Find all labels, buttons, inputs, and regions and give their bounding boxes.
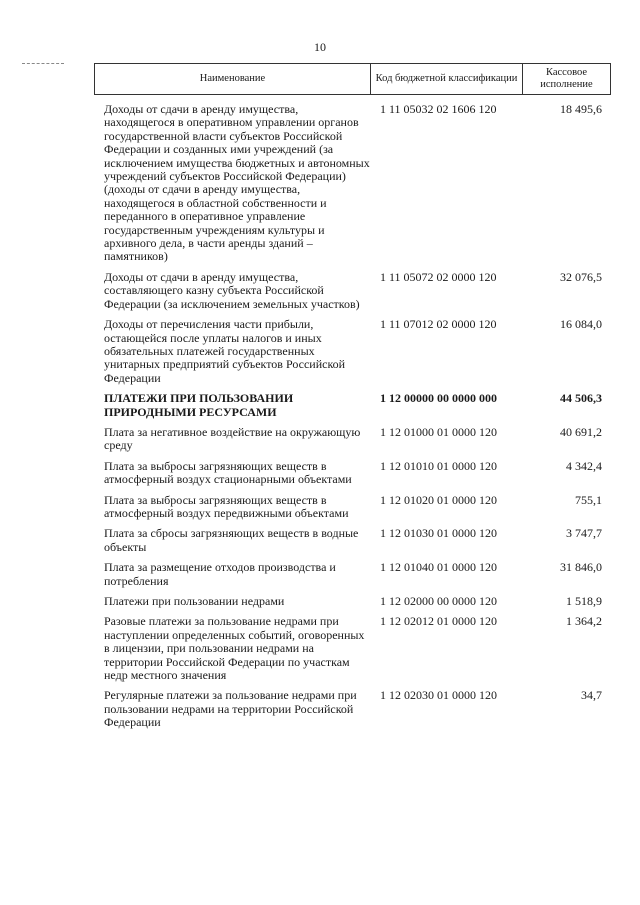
table-row (104, 426, 610, 453)
row-name: Плата за выбросы загрязняющих веществ в атмосферный воздух передвижными объектами (104, 492, 349, 520)
row-code: 1 12 01040 01 0000 120 (380, 560, 497, 575)
table-row (104, 103, 610, 264)
row-code: 1 12 02000 00 0000 120 (380, 594, 497, 608)
row-code: 1 12 01030 01 0000 120 (380, 526, 497, 541)
table-header (94, 63, 611, 95)
row-name: Доходы от перечисления части прибыли, остающейся после уплаты налогов и иных обязательных платежей государственных унитарных предприятий субъектов Российской Федерации (104, 317, 346, 385)
row-code: 1 12 00000 00 0000 000 (380, 391, 497, 406)
row-amount: 4 342,4 (566, 458, 602, 473)
row-code: 1 11 05032 02 1606 120 (380, 102, 497, 116)
row-amount: 31 846,0 (560, 560, 602, 575)
row-code: 1 11 07012 02 0000 120 (380, 317, 497, 332)
row-name: Плата за негативное воздействие на окружающую среду (104, 424, 361, 453)
row-amount: 1 364,2 (566, 614, 602, 629)
row-amount: 16 084,0 (560, 317, 602, 332)
table-row (104, 561, 610, 588)
row-name: Платежи при пользовании недрами (104, 594, 285, 608)
page-number: 10 (314, 40, 326, 54)
header-name: Наименование (95, 64, 371, 94)
row-name: Плата за сбросы загрязняющих веществ в водные объекты (104, 526, 359, 554)
table-row (104, 689, 610, 729)
row-name: Доходы от сдачи в аренду имущества, находящегося в оперативном управлении органов государственной власти субъектов Российской Федерации и созданных ими учреждений (за исключением имущества бюджетных и автономных учреждений субъектов Российской Федерации) (доходы от сдачи в аренду имущества, находящегося в областной собственности и переданного в оперативное управление государственным учреждениям культуры и архивного дела, в части аренды зданий – памятников) (104, 102, 370, 264)
row-name: Доходы от сдачи в аренду имущества, составляющего казну субъекта Российской Федерации (за исключением земельных участков) (104, 269, 360, 311)
row-amount: 34,7 (581, 688, 602, 703)
row-amount: 32 076,5 (560, 269, 602, 284)
table-row (104, 460, 610, 487)
row-name: Разовые платежи за пользование недрами при наступлении определенных событий, оговоренных в лицензии, при пользовании недрами на территории Российской Федерации по участкам недр местного значения (104, 614, 365, 683)
row-name: ПЛАТЕЖИ ПРИ ПОЛЬЗОВАНИИ ПРИРОДНЫМИ РЕСУРСАМИ (104, 391, 294, 419)
row-code: 1 12 01020 01 0000 120 (380, 492, 497, 507)
row-amount: 3 747,7 (566, 526, 602, 541)
row-amount: 40 691,2 (560, 424, 602, 439)
table-row (104, 392, 610, 419)
row-name: Плата за размещение отходов производства и потребления (104, 560, 336, 588)
table-row (104, 615, 610, 682)
header-amount: Кассовое исполнение (540, 67, 593, 90)
table-row (104, 595, 610, 608)
row-name: Регулярные платежи за пользование недрами при пользовании недрами на территории Российской Федерации (104, 688, 357, 730)
row-amount: 1 518,9 (566, 594, 602, 608)
row-amount: 755,1 (575, 492, 602, 507)
row-code: 1 12 01000 01 0000 120 (380, 424, 497, 439)
row-amount: 44 506,3 (560, 391, 602, 406)
scan-mark (22, 63, 64, 64)
row-code: 1 12 02030 01 0000 120 (380, 688, 497, 703)
row-name: Плата за выбросы загрязняющих веществ в атмосферный воздух стационарными объектами (104, 458, 352, 487)
table-row (104, 271, 610, 311)
row-amount: 18 495,6 (560, 102, 602, 116)
table-body (104, 103, 610, 737)
row-code: 1 12 02012 01 0000 120 (380, 614, 497, 629)
header-code: Код бюджетной классификации (371, 64, 523, 94)
table-row (104, 527, 610, 554)
table-row (104, 494, 610, 521)
row-code: 1 12 01010 01 0000 120 (380, 458, 497, 473)
row-code: 1 11 05072 02 0000 120 (380, 269, 497, 284)
table-row (104, 318, 610, 385)
